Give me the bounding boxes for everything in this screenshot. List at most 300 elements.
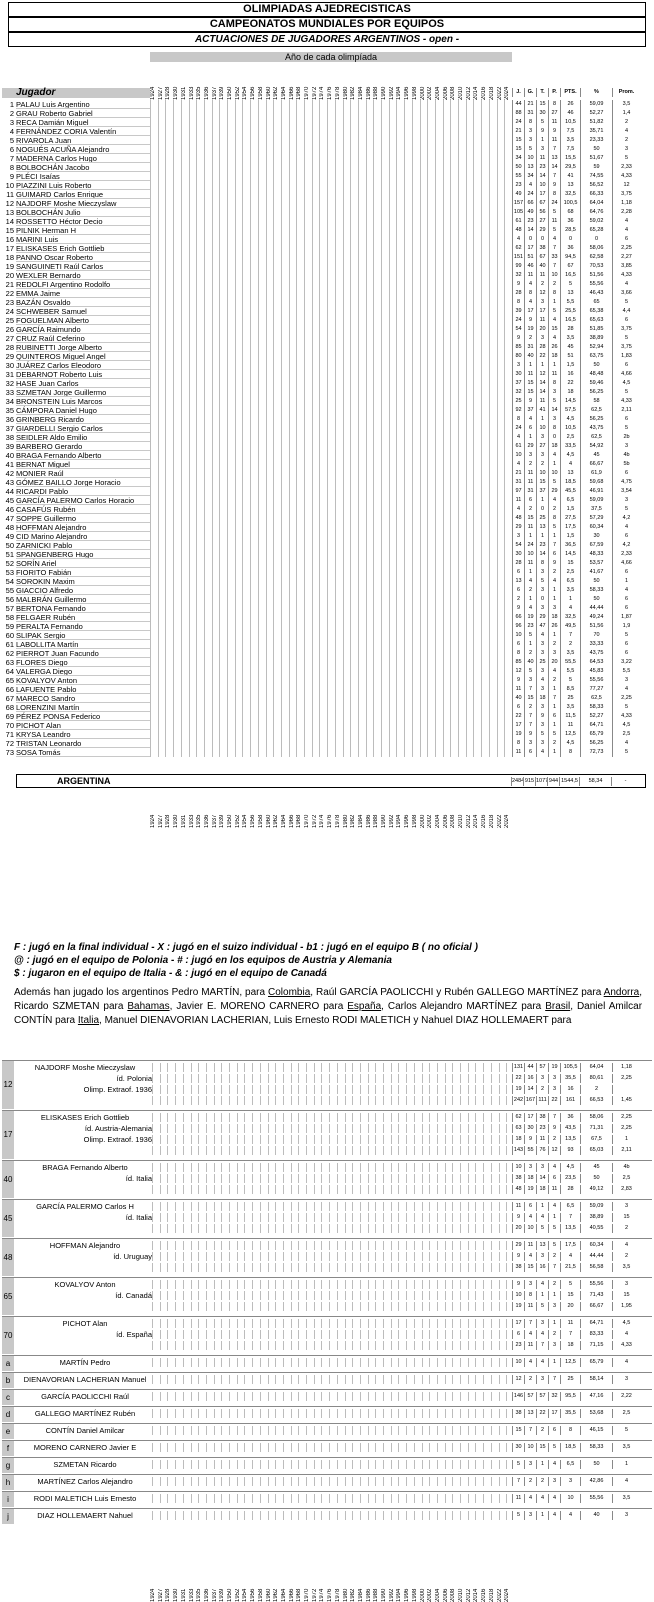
year-cell <box>319 208 326 217</box>
year-cell <box>473 568 480 577</box>
year-cell <box>473 352 480 361</box>
stat-cell: 6 <box>612 316 640 325</box>
year-cell <box>252 1113 259 1122</box>
year-cell <box>473 514 480 523</box>
year-cell <box>497 271 504 280</box>
year-cell <box>489 289 496 298</box>
year-cell <box>458 739 465 748</box>
year-cell <box>198 1146 205 1155</box>
year-cell <box>165 658 172 667</box>
year-cell <box>219 721 226 730</box>
year-cell <box>497 442 504 451</box>
year-cell <box>206 1146 213 1155</box>
year-cell <box>173 136 180 145</box>
year-cell <box>420 523 427 532</box>
year-cell <box>152 1135 159 1144</box>
stat-cell: 3,5 <box>560 586 580 595</box>
year-cell <box>435 721 442 730</box>
year-cell <box>296 253 303 262</box>
year-cell <box>473 523 480 532</box>
year-cell <box>273 721 280 730</box>
year-cell <box>389 262 396 271</box>
year-cell <box>258 199 265 208</box>
player-row <box>2 181 652 190</box>
year-cell <box>173 334 180 343</box>
year-cell <box>306 1146 313 1155</box>
year-cell <box>427 136 434 145</box>
year-cell <box>296 568 303 577</box>
year-cell <box>321 1163 328 1172</box>
page-title: OLIMPIADAS AJEDRECISTICAS <box>8 2 646 17</box>
year-cell <box>304 433 311 442</box>
top-year-label: 1998 <box>411 86 418 100</box>
stat-cell: 24 <box>524 541 536 550</box>
bottom-year-label: 1976 <box>327 814 334 828</box>
year-cell <box>319 604 326 613</box>
year-cell <box>219 388 226 397</box>
year-cell <box>422 1063 429 1072</box>
year-cell <box>281 748 288 757</box>
player-row <box>2 136 652 145</box>
year-cell <box>443 253 450 262</box>
year-cell <box>258 667 265 676</box>
year-cell <box>304 442 311 451</box>
stat-cell: 6 <box>512 586 524 595</box>
stat-cell: 28 <box>512 289 524 298</box>
year-cell <box>329 1096 336 1105</box>
year-cell <box>412 424 419 433</box>
year-cell <box>489 622 496 631</box>
year-cell <box>427 739 434 748</box>
year-cell <box>214 1124 221 1133</box>
stat-cell: 29,5 <box>560 163 580 172</box>
year-cell <box>466 253 473 262</box>
year-cell <box>319 595 326 604</box>
year-cell <box>319 514 326 523</box>
year-cell <box>504 406 511 415</box>
year-cell <box>489 325 496 334</box>
year-cell <box>389 748 396 757</box>
year-cell <box>358 559 365 568</box>
player-number: 5 <box>9 136 14 145</box>
year-cell <box>212 190 219 199</box>
year-cell <box>242 379 249 388</box>
stat-cell: 47 <box>536 622 548 631</box>
year-cell <box>396 226 403 235</box>
year-cell <box>360 1063 367 1072</box>
year-cell <box>242 460 249 469</box>
stat-cell: 6,5 <box>560 577 580 586</box>
year-cell <box>327 271 334 280</box>
stat-cell: 6 <box>524 748 536 757</box>
year-cell <box>329 1124 336 1133</box>
year-cell <box>206 1185 213 1194</box>
year-cell <box>196 469 203 478</box>
year-cell <box>497 712 504 721</box>
year-cell <box>235 487 242 496</box>
year-cell <box>373 658 380 667</box>
year-cell <box>497 307 504 316</box>
year-cell <box>219 415 226 424</box>
year-cell <box>366 442 373 451</box>
year-cell <box>360 1146 367 1155</box>
year-cell <box>350 577 357 586</box>
year-cell <box>466 613 473 622</box>
year-cell <box>266 451 273 460</box>
stat-cell: P. <box>548 88 560 97</box>
year-cell <box>165 586 172 595</box>
stat-cell: 13 <box>560 289 580 298</box>
year-cell <box>345 1085 352 1094</box>
year-cell <box>389 685 396 694</box>
stat-cell: 161 <box>560 1096 580 1105</box>
stat-cell: 4 <box>612 685 640 694</box>
year-cell <box>204 487 211 496</box>
stat-cell: 4 <box>612 739 640 748</box>
year-cell <box>412 352 419 361</box>
year-cell <box>304 451 311 460</box>
year-cell <box>250 262 257 271</box>
stat-cell: 4,66 <box>612 370 640 379</box>
year-cell <box>242 388 249 397</box>
year-cell <box>150 640 157 649</box>
year-cell <box>235 280 242 289</box>
year-cell <box>473 712 480 721</box>
year-cell <box>350 433 357 442</box>
stat-cell: 1,5 <box>560 532 580 541</box>
year-cell <box>373 541 380 550</box>
year-cell <box>266 388 273 397</box>
year-cell <box>504 100 511 109</box>
year-cell <box>473 343 480 352</box>
year-cell <box>475 1124 482 1133</box>
year-cell <box>150 532 157 541</box>
stat-cell: 34 <box>524 172 536 181</box>
year-cell <box>358 730 365 739</box>
stat-cell: 61,9 <box>580 469 612 478</box>
year-cell <box>319 298 326 307</box>
year-cell <box>296 352 303 361</box>
year-cell <box>273 622 280 631</box>
year-cell <box>381 532 388 541</box>
player-name: MADERNA Carlos Hugo <box>16 154 150 163</box>
year-cell <box>258 721 265 730</box>
stat-cell: 2 <box>536 460 548 469</box>
year-cell <box>204 541 211 550</box>
stat-cell: 22 <box>548 1096 560 1105</box>
year-cell <box>391 1113 398 1122</box>
year-cell <box>158 208 165 217</box>
top-year-label: 1939 <box>219 86 226 100</box>
year-cell <box>420 505 427 514</box>
year-cell <box>452 1124 459 1133</box>
year-cell <box>312 703 319 712</box>
year-cell <box>358 532 365 541</box>
year-cell <box>296 577 303 586</box>
stat-cell: 7 <box>548 262 560 271</box>
year-cell <box>373 748 380 757</box>
year-cell <box>404 397 411 406</box>
stat-cell: 3 <box>548 1085 560 1094</box>
year-cell <box>396 685 403 694</box>
year-cell <box>273 469 280 478</box>
year-cell <box>283 1174 290 1183</box>
year-cell <box>435 289 442 298</box>
year-cell <box>412 694 419 703</box>
year-cell <box>235 442 242 451</box>
year-cell <box>196 145 203 154</box>
top-year-label: 2002 <box>427 86 434 100</box>
year-cell <box>437 1074 444 1083</box>
year-cell <box>481 289 488 298</box>
player-name: FOGUELMAN Alberto <box>16 316 150 325</box>
year-cell <box>167 1174 174 1183</box>
year-cell <box>227 217 234 226</box>
stat-cell: 2,25 <box>612 1113 640 1122</box>
top-year-label: 2000 <box>419 86 426 100</box>
player-stats <box>512 613 652 622</box>
year-cell <box>497 577 504 586</box>
year-cell <box>358 694 365 703</box>
year-cell <box>212 172 219 181</box>
year-cell <box>473 325 480 334</box>
year-cell <box>497 469 504 478</box>
year-cell <box>319 667 326 676</box>
player-row <box>2 478 652 487</box>
year-cell <box>221 1146 228 1155</box>
year-cell <box>483 1085 490 1094</box>
year-cell <box>343 721 350 730</box>
year-cell <box>329 1146 336 1155</box>
year-cell <box>481 730 488 739</box>
year-cell <box>296 496 303 505</box>
year-cell <box>443 154 450 163</box>
year-cell <box>227 118 234 127</box>
year-cell <box>350 370 357 379</box>
stat-cell: 67,59 <box>580 541 612 550</box>
year-cell <box>450 721 457 730</box>
year-cell <box>396 622 403 631</box>
year-cell <box>150 514 157 523</box>
year-cell <box>189 685 196 694</box>
year-cell <box>258 550 265 559</box>
stat-cell: 4,75 <box>612 478 640 487</box>
year-cell <box>458 568 465 577</box>
year-cell <box>404 694 411 703</box>
year-cell <box>304 199 311 208</box>
year-cell <box>258 172 265 181</box>
year-cell <box>473 532 480 541</box>
year-cell <box>189 208 196 217</box>
year-cell <box>158 469 165 478</box>
stat-cell: 3,75 <box>612 343 640 352</box>
year-cell <box>235 568 242 577</box>
year-cell <box>468 1063 475 1072</box>
year-cell <box>458 406 465 415</box>
year-cell <box>412 199 419 208</box>
stat-cell: 4,5 <box>612 379 640 388</box>
stat-cell: 15 <box>524 514 536 523</box>
year-cell <box>291 1074 298 1083</box>
year-cell <box>289 145 296 154</box>
year-cell <box>204 559 211 568</box>
year-cell <box>358 604 365 613</box>
year-cell <box>214 1063 221 1072</box>
year-cell <box>281 478 288 487</box>
year-cell <box>235 118 242 127</box>
year-cell <box>258 163 265 172</box>
year-cell <box>304 262 311 271</box>
year-cell <box>204 658 211 667</box>
year-cell <box>389 199 396 208</box>
bottom-year-label: 1970 <box>304 814 310 828</box>
year-cell <box>304 667 311 676</box>
year-cell <box>366 676 373 685</box>
year-cell <box>283 1074 290 1083</box>
year-cell <box>345 1163 352 1172</box>
year-cell <box>466 694 473 703</box>
year-cell <box>304 352 311 361</box>
year-cell <box>350 262 357 271</box>
year-cell <box>242 343 249 352</box>
year-cell <box>150 685 157 694</box>
year-cell <box>435 541 442 550</box>
year-cell <box>327 586 334 595</box>
stat-cell: 21 <box>512 127 524 136</box>
year-cell <box>289 739 296 748</box>
year-cell <box>327 136 334 145</box>
year-cell <box>504 109 511 118</box>
year-cell <box>204 685 211 694</box>
year-cell <box>235 262 242 271</box>
year-cell <box>189 631 196 640</box>
year-cell <box>473 118 480 127</box>
bottom-year-label: 1978 <box>334 814 341 828</box>
year-cell <box>427 505 434 514</box>
country-andorra: Andorra <box>603 987 640 998</box>
year-cell <box>458 235 465 244</box>
stat-cell: 53,57 <box>580 559 612 568</box>
year-cell <box>235 478 242 487</box>
year-cell <box>504 514 511 523</box>
section-title: ACTUACIONES DE JUGADORES ARGENTINOS - open - <box>8 32 646 47</box>
stat-cell: 56,52 <box>580 181 612 190</box>
year-cell <box>475 1146 482 1155</box>
stat-cell: 52,27 <box>580 109 612 118</box>
player-stats <box>512 730 652 739</box>
year-cell <box>443 298 450 307</box>
year-cell <box>281 622 288 631</box>
stat-cell: 94,5 <box>560 253 580 262</box>
year-cell <box>489 514 496 523</box>
year-cell <box>150 541 157 550</box>
year-cell <box>396 415 403 424</box>
year-cell <box>242 217 249 226</box>
year-cell <box>229 1096 236 1105</box>
detail-group <box>2 1110 652 1158</box>
year-cell <box>196 631 203 640</box>
stat-cell: 11 <box>512 496 524 505</box>
player-stats <box>512 343 652 352</box>
year-cell <box>258 118 265 127</box>
year-cell <box>242 523 249 532</box>
year-cell <box>358 442 365 451</box>
year-cell <box>196 163 203 172</box>
year-cell <box>366 703 373 712</box>
player-name: CRUZ Raúl Ceferino <box>16 334 150 343</box>
year-cell <box>227 721 234 730</box>
year-cell <box>237 1096 244 1105</box>
stat-cell: 4 <box>524 298 536 307</box>
year-cell <box>427 361 434 370</box>
year-cell <box>443 190 450 199</box>
year-cell <box>352 1174 359 1183</box>
year-cell <box>312 730 319 739</box>
year-cell <box>366 604 373 613</box>
year-cell <box>452 1146 459 1155</box>
year-cell <box>250 685 257 694</box>
year-cell <box>491 1074 498 1083</box>
year-cell <box>337 1063 344 1072</box>
stat-cell: 14 <box>524 1085 536 1094</box>
year-cell <box>165 316 172 325</box>
year-cell <box>329 1074 336 1083</box>
stat-cell: 67 <box>536 253 548 262</box>
year-cell <box>427 631 434 640</box>
year-cell <box>273 523 280 532</box>
year-cell <box>304 649 311 658</box>
year-cell <box>158 532 165 541</box>
year-cell <box>314 1185 321 1194</box>
year-cell <box>497 496 504 505</box>
year-cell <box>497 460 504 469</box>
year-cell <box>189 658 196 667</box>
player-stats <box>512 595 652 604</box>
year-cell <box>497 721 504 730</box>
year-cell <box>473 694 480 703</box>
year-cell <box>458 415 465 424</box>
year-cell <box>443 415 450 424</box>
year-cell <box>266 433 273 442</box>
stat-cell: 3,5 <box>560 136 580 145</box>
year-cell <box>212 199 219 208</box>
year-cell <box>312 352 319 361</box>
player-number: 4 <box>9 127 14 136</box>
year-cell <box>475 1113 482 1122</box>
stat-cell: 4 <box>612 523 640 532</box>
year-cell <box>158 631 165 640</box>
year-cell <box>381 325 388 334</box>
year-cell <box>473 154 480 163</box>
year-cell <box>458 478 465 487</box>
player-number: 49 <box>5 532 14 541</box>
year-cell <box>250 460 257 469</box>
player-name: QUINTEROS Miguel Angel <box>16 352 150 361</box>
year-cell <box>481 739 488 748</box>
year-cell <box>396 370 403 379</box>
stat-cell: 65,03 <box>580 1146 612 1155</box>
year-cell <box>227 406 234 415</box>
year-cell <box>427 577 434 586</box>
year-cell <box>420 550 427 559</box>
stat-cell: 2 <box>524 505 536 514</box>
year-cell <box>327 460 334 469</box>
year-cell <box>504 451 511 460</box>
year-cell <box>443 478 450 487</box>
year-cell <box>150 334 157 343</box>
year-cell <box>175 1146 182 1155</box>
year-cell <box>396 604 403 613</box>
